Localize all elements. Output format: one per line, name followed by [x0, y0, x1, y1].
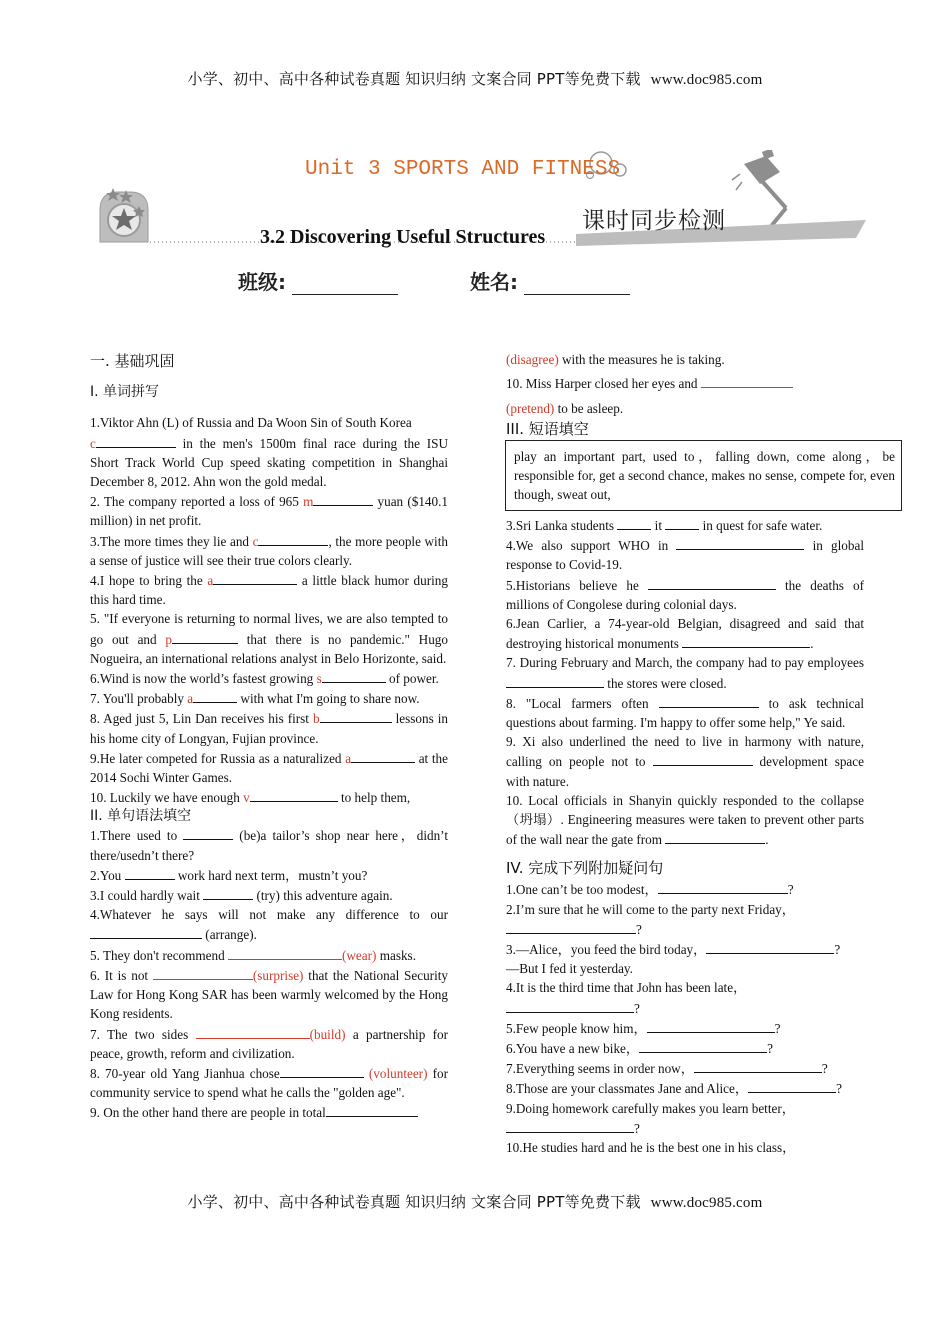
answer-blank[interactable]: [193, 688, 237, 703]
banner-cn-title: 课时同步检测: [582, 208, 726, 234]
answer-blank[interactable]: [320, 708, 392, 723]
grammar-heading: II. 单句语法填空: [90, 808, 192, 825]
phrase-word-box: play an important part, used to，falling down, come along，be responsible for, get a second chance, makes no sense, compete for, even though, sweat out,: [505, 440, 902, 511]
answer-blank[interactable]: [659, 693, 759, 708]
answer-blank[interactable]: [326, 1102, 418, 1117]
tag-q2: 2.I’m sure that he will come to the party next Friday， ?: [506, 901, 795, 937]
answer-blank[interactable]: [280, 1063, 364, 1078]
grammar-q6: 6. It is not (surprise) that the National Security Law for Hong Kong SAR has been warmly welcomed by the Hong Kong residents.: [90, 965, 448, 1024]
answer-blank[interactable]: [706, 939, 834, 954]
grammar-q7: 7. The two sides (build) a partnership for peace, growth, reform and civilization.: [90, 1024, 448, 1063]
spelling-q5: 5. "If everyone is returning to normal lives, we are also tempted to go out and p that there is no pandemic." Hugo Nogueira, an international relations analyst in Belo Horizonte, said.: [90, 611, 448, 666]
tag-q3-reply: —But I fed it yesterday.: [506, 961, 633, 977]
answer-blank[interactable]: [701, 373, 793, 388]
phrase-q7: 7. During February and March, the company had to pay employees the stores were closed.: [506, 655, 864, 691]
footer-cn-text: 小学、初中、高中各种试卷真题 知识归纳 文案合同 PPT等免费下载: [187, 1193, 641, 1211]
desk-lamp-icon: [732, 150, 786, 236]
answer-blank[interactable]: [351, 748, 415, 763]
spelling-q4: 4.I hope to bring the a a little black humor during this hard time.: [90, 570, 448, 609]
answer-blank[interactable]: [125, 865, 175, 880]
page-footer: [0, 1191, 950, 1212]
tag-q4: 4.It is the third time that John has been late， ?: [506, 980, 747, 1016]
answer-blank[interactable]: [153, 965, 253, 980]
answer-blank[interactable]: [648, 575, 776, 590]
tag-q8: 8.Those are your classmates Jane and Alice， ?: [506, 1078, 864, 1098]
unit-title: Unit 3 SPORTS AND FITNESS: [305, 158, 621, 181]
phrase-q9: 9. Xi also underlined the need to live in harmony with nature, calling on people not to development space with nature.: [506, 734, 864, 789]
grammar-q2: 2.You work hard next term，mustn’t you?: [90, 865, 448, 885]
spelling-q3: 3.The more times they lie and c , the more people with a sense of justice will see their true colors clearly.: [90, 531, 448, 570]
spelling-q6: 6.Wind is now the world’s fastest growing s of power.: [90, 668, 448, 688]
grammar-q8: 8. 70-year old Yang Jianhua chose (volunteer) for community service to spend what he calls the "golden age".: [90, 1063, 448, 1102]
footer-url[interactable]: www.doc985.com: [650, 1195, 763, 1211]
answer-blank[interactable]: [313, 491, 373, 506]
spelling-heading: I. 单词拼写: [90, 384, 160, 401]
spelling-q2: 2. The company reported a loss of 965 m yuan ($140.1 million) in net profit.: [90, 491, 448, 530]
spelling-q9: 9.He later competed for Russia as a naturalized a at the 2014 Sochi Winter Games.: [90, 748, 448, 787]
tag-q6: 6.You have a new bike， ?: [506, 1038, 864, 1058]
answer-blank[interactable]: [322, 668, 386, 683]
answer-blank[interactable]: [196, 1024, 310, 1039]
answer-blank[interactable]: [617, 515, 651, 530]
answer-blank[interactable]: [665, 515, 699, 530]
answer-blank[interactable]: [258, 531, 328, 546]
answer-blank[interactable]: [172, 629, 238, 644]
tag-q10: 10.He studies hard and he is the best one in his class，: [506, 1140, 796, 1156]
class-label: 班级:: [238, 270, 286, 294]
spelling-q7: 7. You'll probably a with what I'm going to share now.: [90, 688, 448, 708]
tag-q5: 5.Few people know him， ?: [506, 1018, 864, 1038]
right-column: [506, 350, 864, 439]
grammar-q4: 4.Whatever he says will not make any difference to our (arrange).: [90, 907, 448, 943]
answer-blank[interactable]: [658, 879, 788, 894]
name-blank[interactable]: [524, 276, 630, 295]
answer-blank[interactable]: [506, 998, 634, 1013]
phrase-q5: 5.Historians believe he the deaths of millions of Congolese during colonial days.: [506, 575, 864, 614]
spelling-q1: 1.Viktor Ahn (L) of Russia and Da Woon Sin of South Korea c in the men's 1500m final race during the ISU Short Track World Cup speed skating competition in Shanghai December 8, 2012. Ahn won the gold medal.: [90, 415, 448, 490]
answer-blank[interactable]: [183, 825, 233, 840]
header-url[interactable]: www.doc985.com: [650, 72, 763, 88]
section-title: 3.2 Discovering Useful Structures: [260, 226, 546, 248]
answer-blank[interactable]: [694, 1058, 822, 1073]
phrase-q4: 4.We also support WHO in in global response to Covid-19.: [506, 535, 864, 574]
part1-heading: 一. 基础巩固: [90, 352, 175, 370]
answer-blank[interactable]: [653, 751, 753, 766]
answer-blank[interactable]: [639, 1038, 767, 1053]
grammar-q5: 5. They don't recommend (wear) masks.: [90, 945, 448, 965]
tag-q3: 3.—Alice，you feed the bird today， ?: [506, 939, 864, 959]
answer-blank[interactable]: [250, 787, 338, 802]
tag-q7: 7.Everything seems in order now， ?: [506, 1058, 864, 1078]
page-header: [0, 68, 950, 89]
class-field: [238, 266, 398, 295]
spelling-q10: 10. Luckily we have enough v to help them,: [90, 787, 448, 807]
phrase-heading: III. 短语填空: [506, 419, 589, 438]
grammar-q1: 1.There used to (be)a tailor’s shop near here，didn’t there/usedn’t there?: [90, 825, 448, 864]
answer-blank[interactable]: [506, 1118, 634, 1133]
answer-blank[interactable]: [213, 570, 297, 585]
grammar-q3: 3.I could hardly wait (try) this adventure again.: [90, 885, 448, 905]
left-column: [90, 352, 448, 1123]
answer-blank[interactable]: [506, 919, 636, 934]
right-column-lower: [506, 515, 864, 1157]
answer-blank[interactable]: [682, 633, 810, 648]
tag-question-heading: IV. 完成下列附加疑问句: [506, 859, 664, 878]
answer-blank[interactable]: [228, 945, 342, 960]
answer-blank[interactable]: [90, 924, 202, 939]
tag-q1: 1.One can’t be too modest， ?: [506, 879, 864, 899]
answer-blank[interactable]: [647, 1018, 775, 1033]
name-field: [470, 266, 630, 295]
grammar-q10-cont: (pretend) to be asleep.: [506, 401, 624, 417]
star-badge-icon: [100, 188, 148, 242]
spelling-q8: 8. Aged just 5, Lin Dan receives his first b lessons in his home city of Longyan, Fujian province.: [90, 708, 448, 747]
tag-q9: 9.Doing homework carefully makes you learn better， ?: [506, 1100, 795, 1136]
header-cn-text: 小学、初中、高中各种试卷真题 知识归纳 文案合同 PPT等免费下载: [187, 70, 641, 88]
phrase-q6: 6.Jean Carlier, a 74-year-old Belgian, disagreed and said that destroying historical monuments .: [506, 616, 864, 652]
phrase-q10: 10. Local officials in Shanyin quickly responded to the collapse（坍塌）. Engineering measures were taken to prevent other parts of the wall near the gate from .: [506, 792, 864, 848]
grammar-q9-cont: (disagree) with the measures he is taking.: [506, 352, 725, 367]
grammar-q9: 9. On the other hand there are people in total: [90, 1102, 448, 1122]
answer-blank[interactable]: [96, 433, 176, 448]
name-label: 姓名:: [470, 270, 518, 294]
answer-blank[interactable]: [665, 829, 765, 844]
phrase-q8: 8. "Local farmers often to ask technical questions about farming. I'm happy to offer some help," Ye said.: [506, 693, 864, 732]
grammar-q10: 10. Miss Harper closed her eyes and: [506, 373, 864, 393]
answer-blank[interactable]: [203, 885, 253, 900]
answer-blank[interactable]: [506, 673, 604, 688]
phrase-q3: 3.Sri Lanka students it in quest for safe water.: [506, 515, 864, 535]
class-blank[interactable]: [292, 276, 398, 295]
answer-blank[interactable]: [748, 1078, 836, 1093]
answer-blank[interactable]: [676, 535, 804, 550]
